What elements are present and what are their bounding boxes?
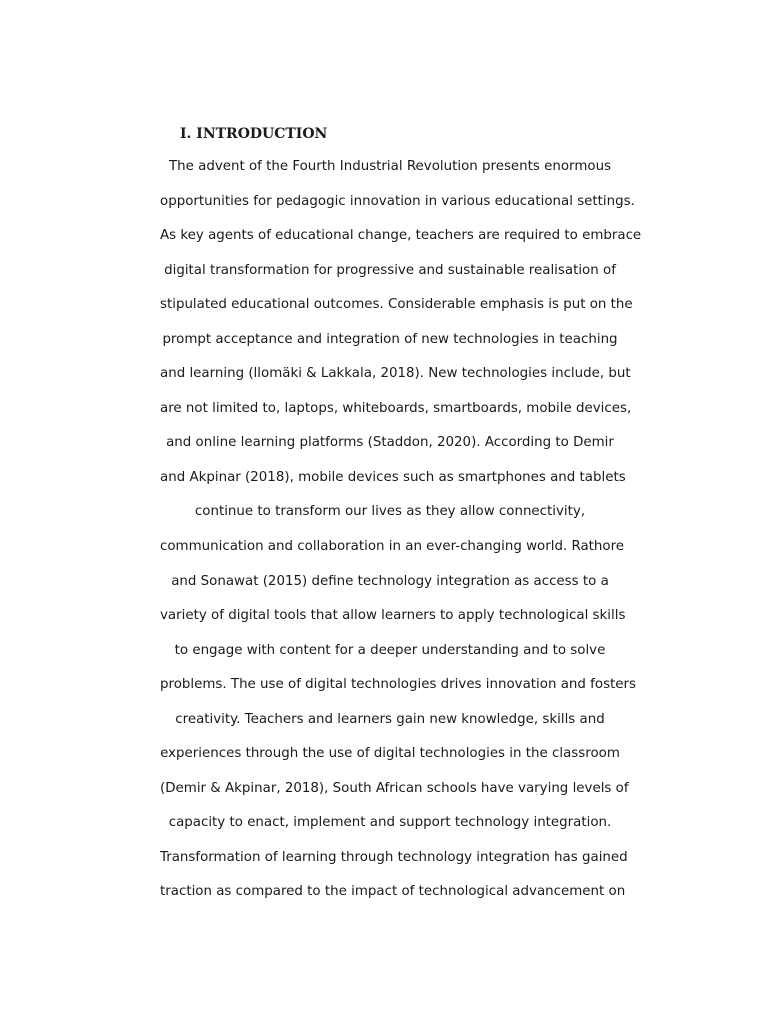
text-line: and Sonawat (2015) define technology integration as access to a bbox=[171, 573, 609, 589]
text-line: traction as compared to the impact of technological advancement on bbox=[160, 884, 626, 900]
text-line: capacity to enact, implement and support technology integration. bbox=[168, 815, 612, 831]
text-line: The advent of the Fourth Industrial Revolution presents enormous bbox=[168, 159, 612, 174]
text-line: and online learning platforms (Staddon, 2020). According to Demir bbox=[166, 435, 614, 451]
text-line: communication and collaboration in an ever-changing world. Rathore bbox=[160, 539, 625, 555]
text-line: continue to transform our lives as they allow connectivity, bbox=[194, 504, 586, 520]
text-line: Transformation of learning through technology integration has gained bbox=[160, 849, 628, 865]
text-line: As key agents of educational change, teachers are required to embrace bbox=[160, 228, 642, 244]
section-heading: I. INTRODUCTION bbox=[180, 126, 328, 142]
text-line: opportunities for pedagogic innovation in various educational settings. bbox=[160, 193, 635, 209]
text-line: experiences through the use of digital technologies in the classroom bbox=[160, 746, 620, 762]
text-line: prompt acceptance and integration of new technologies in teaching bbox=[162, 331, 618, 347]
text-line: problems. The use of digital technologies drives innovation and fosters bbox=[160, 677, 637, 693]
text-line: digital transformation for progressive and sustainable realisation of bbox=[164, 262, 616, 278]
text-line: creativity. Teachers and learners gain new knowledge, skills and bbox=[175, 711, 605, 727]
text-line: and Akpinar (2018), mobile devices such as smartphones and tablets bbox=[160, 469, 626, 485]
text-line: variety of digital tools that allow learners to apply technological skills bbox=[160, 608, 626, 624]
text-line: (Demir & Akpinar, 2018), South African schools have varying levels of bbox=[160, 780, 629, 796]
text-line: are not limited to, laptops, whiteboards, smartboards, mobile devices, bbox=[160, 400, 632, 416]
text-line: stipulated educational outcomes. Considerable emphasis is put on the bbox=[160, 297, 633, 313]
body-paragraph bbox=[160, 155, 642, 915]
text-line: to engage with content for a deeper understanding and to solve bbox=[174, 642, 606, 658]
text-line: and learning (llomäki & Lakkala, 2018). New technologies include, but bbox=[160, 366, 631, 382]
